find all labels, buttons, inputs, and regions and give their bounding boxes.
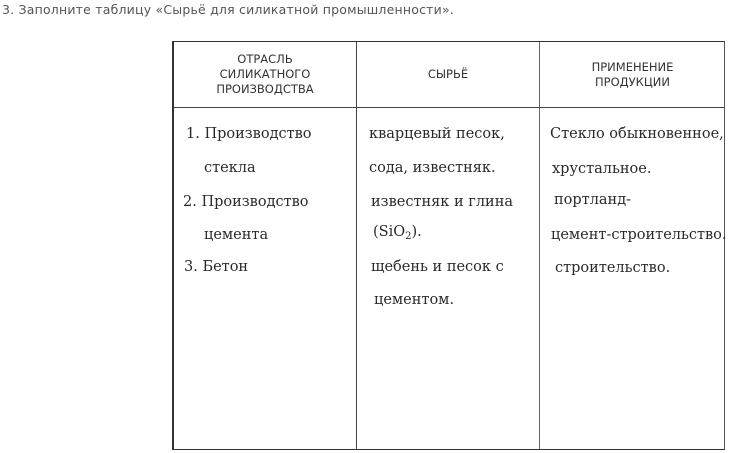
header-raw-materials-line-1: СЫРЬЁ — [427, 67, 469, 81]
industry-line-5: 3. Бетон — [184, 259, 249, 275]
header-industry-line-3: ПРОИЗВОДСТВА — [216, 82, 314, 96]
industry-line-2: стекла — [204, 160, 256, 176]
industry-line-3: 2. Производство — [183, 194, 309, 210]
application-line-1: Стекло обыкновенное, — [550, 126, 724, 142]
header-application-line-1: ПРИМЕНЕНИЕ — [591, 59, 674, 74]
industry-line-1: 1. Производство — [186, 126, 312, 142]
header-raw-materials — [357, 42, 539, 107]
raw-line-3: известняк и глина — [371, 194, 513, 210]
raw-line-1: кварцевый песок, — [369, 126, 505, 142]
raw-line-5: щебень и песок с — [371, 259, 504, 275]
raw-line-4-suffix: ). — [411, 224, 422, 240]
raw-line-4-subscript: 2 — [405, 231, 412, 242]
silicate-table — [172, 41, 725, 450]
header-application-line-2: ПРОДУКЦИИ — [595, 74, 670, 89]
application-line-3: портланд- — [554, 192, 632, 208]
header-divider — [174, 107, 724, 108]
application-line-4: цемент-строительство. — [551, 227, 727, 243]
raw-line-6: цементом. — [374, 292, 455, 308]
industry-line-4: цемента — [204, 227, 269, 243]
raw-line-2: сода, известняк. — [369, 160, 496, 176]
raw-line-4 — [373, 224, 422, 242]
header-application — [540, 42, 725, 107]
task-instruction: 3. Заполните таблицу «Сырьё для силикатной промышленности». — [2, 2, 454, 17]
application-line-2: хрустальное. — [552, 161, 652, 177]
header-industry-line-1: ОТРАСЛЬ — [237, 52, 293, 66]
header-industry-line-2: СИЛИКАТНОГО — [219, 67, 311, 81]
application-line-5: строительство. — [555, 260, 671, 276]
raw-line-4-prefix: (SiO — [373, 224, 406, 240]
header-industry — [174, 42, 356, 107]
